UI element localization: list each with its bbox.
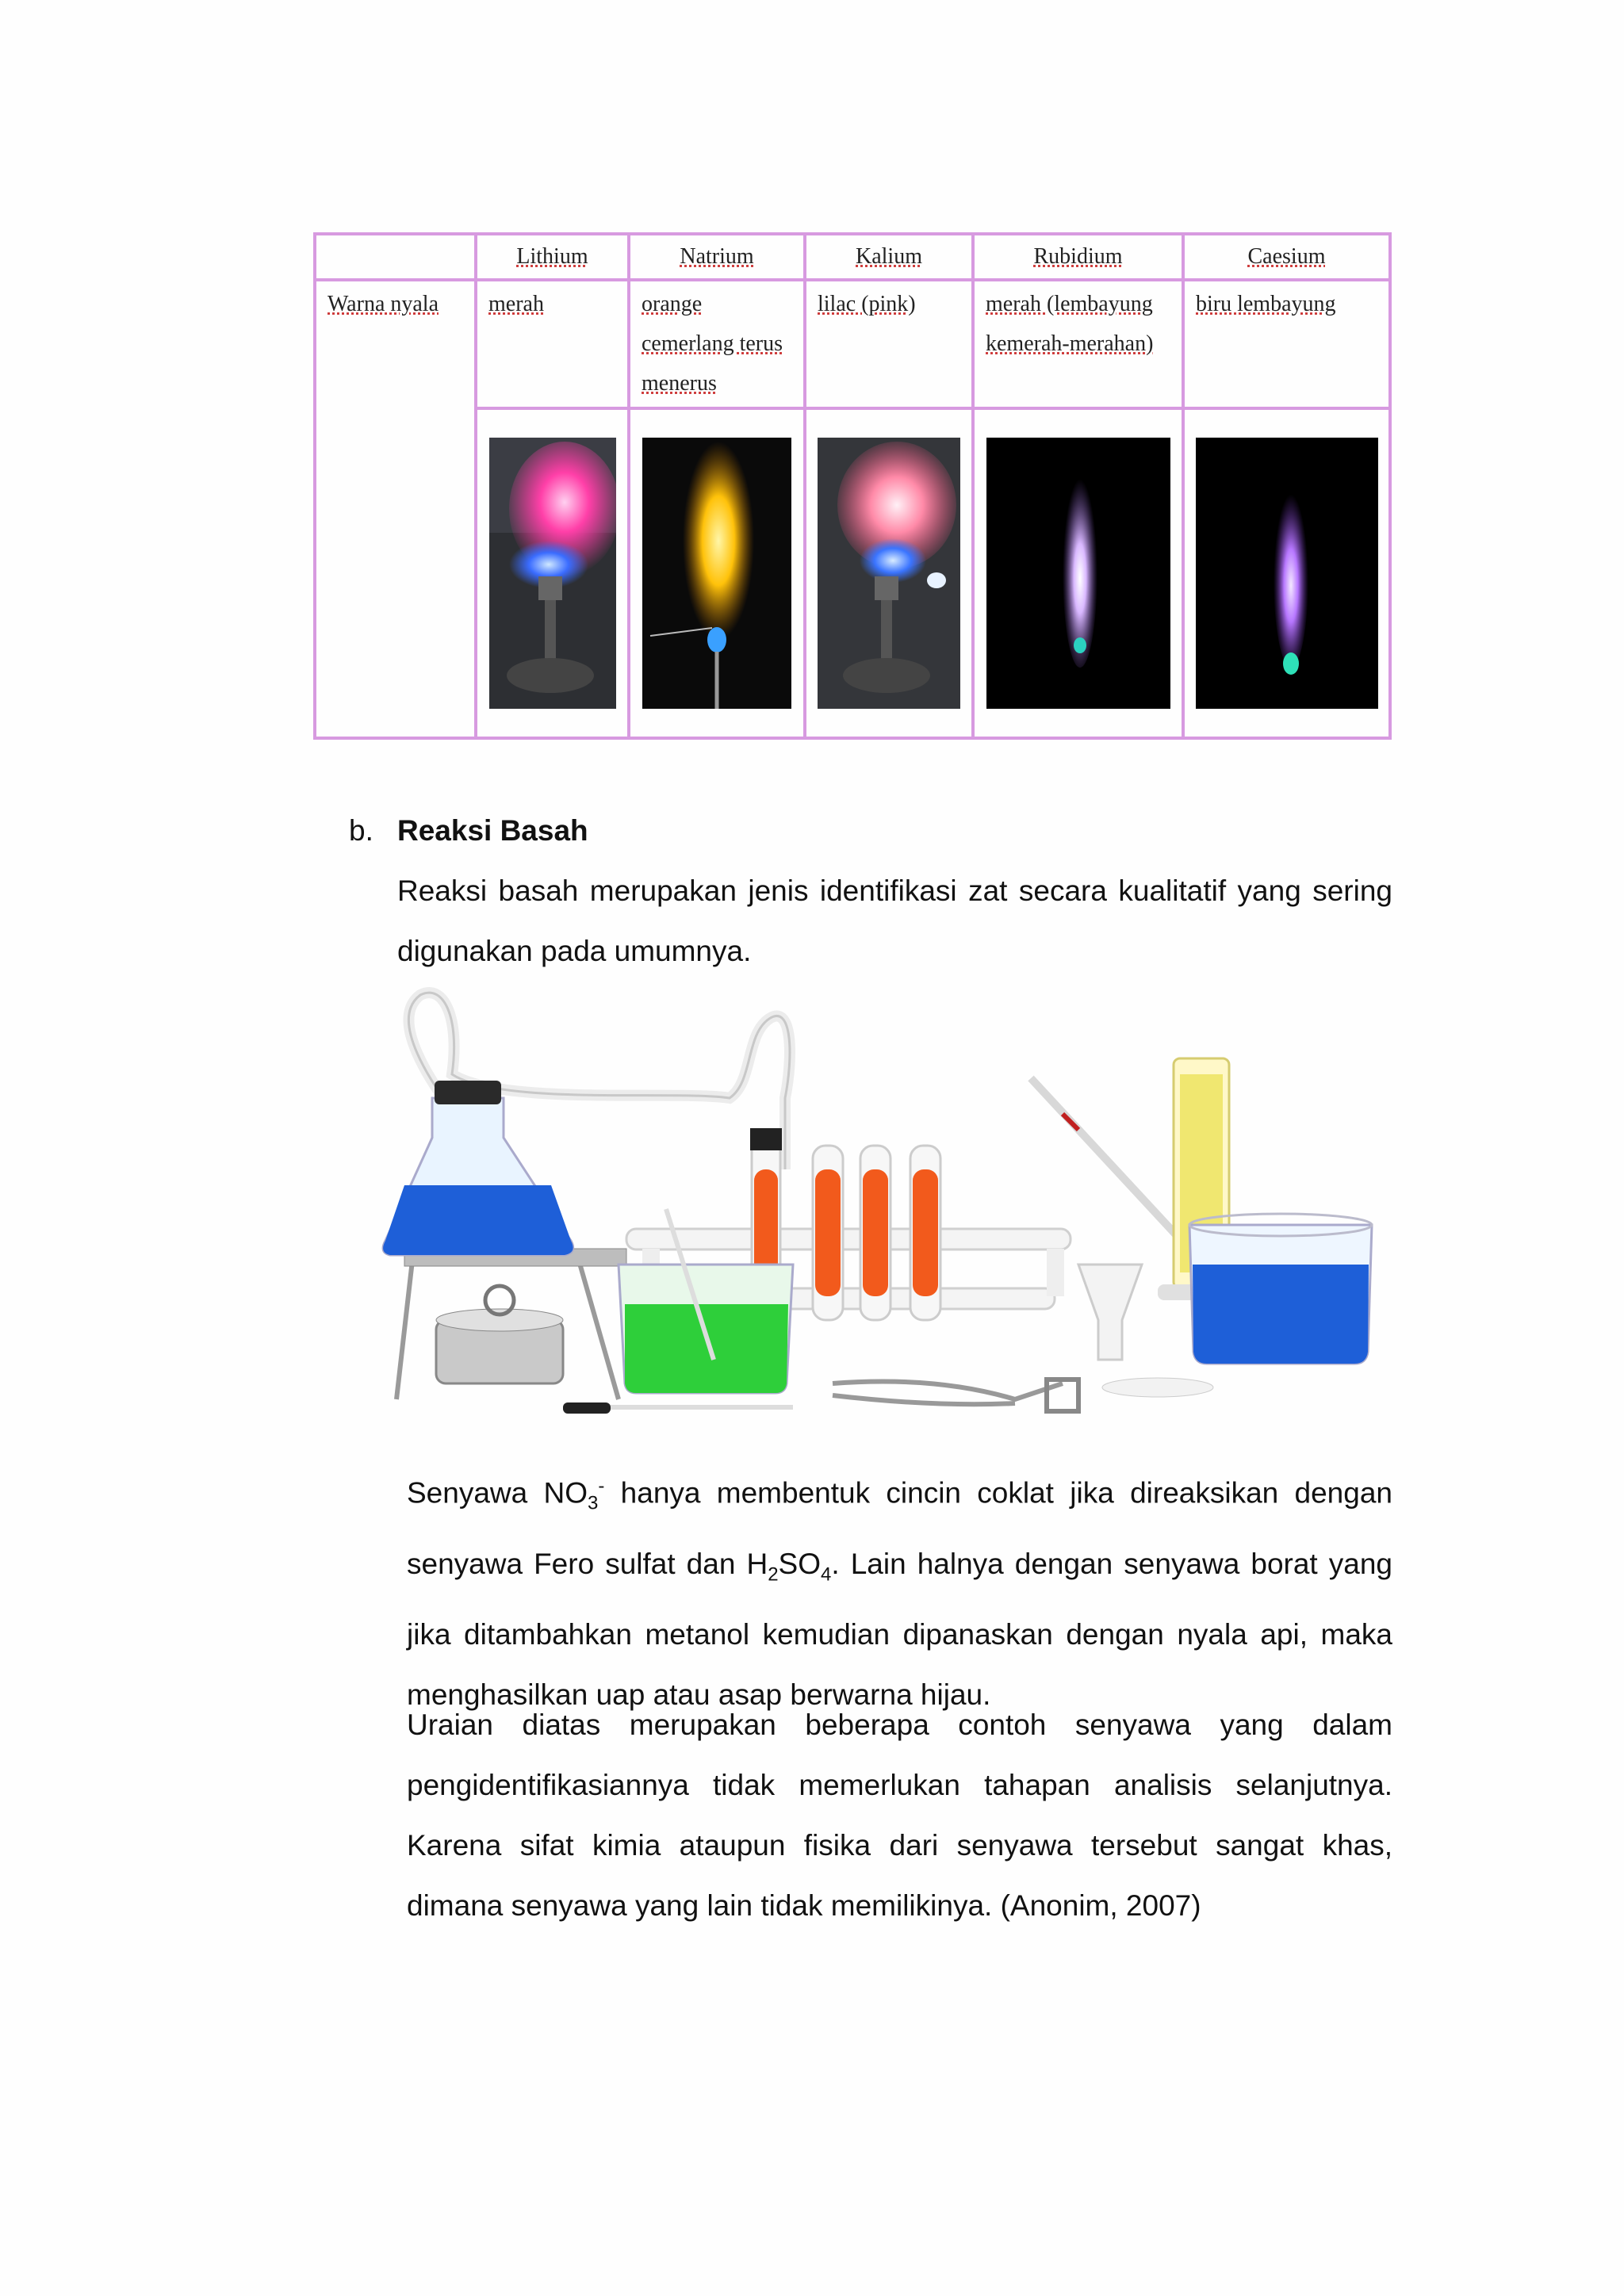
photo-cell xyxy=(805,408,973,738)
photo-cell xyxy=(476,408,629,738)
header-cell: Caesium xyxy=(1183,234,1390,280)
nitrate-borate-paragraph: Senyawa $NO_3^-$ hanya membentuk cincin coklat jika direaksikan dengan senyawa Fero sulfat dan $H_2SO_4$. Lain halnya dengan senyawa borat yang jika ditambahkan metanol kemudian dipanaskan dengan nyala api, maka menghasilkan uap atau asap berwarna hijau. xyxy=(407,1475,1392,1712)
header-cell: Lithium xyxy=(476,234,629,280)
section-heading: Reaksi Basah xyxy=(397,814,588,847)
section-intro-paragraph: Reaksi basah merupakan jenis identifikasi zat secara kualitatif yang sering digunakan pada umumnya. xyxy=(397,874,1392,967)
kalium-flame-photo xyxy=(818,438,960,709)
row-label-cell: Warna nyala xyxy=(315,280,476,738)
lithium-flame-photo xyxy=(489,438,616,709)
header-cell-empty xyxy=(315,234,476,280)
list-marker: b. xyxy=(349,814,373,847)
table-cell: merah (lembayung kemerah-merahan) xyxy=(973,280,1183,408)
photo-cell xyxy=(1183,408,1390,738)
header-cell: Natrium xyxy=(629,234,805,280)
table-row xyxy=(315,280,1390,408)
photo-cell xyxy=(973,408,1183,738)
natrium-flame-photo xyxy=(642,438,791,709)
conclusion-paragraph: Uraian diatas merupakan beberapa contoh senyawa yang dalam pengidentifikasiannya tidak memerlukan tahapan analisis selanjutnya. Karena sifat kimia ataupun fisika dari senyawa tersebut sangat khas, dimana senyawa yang lain tidak memilikinya. (Anonim, 2007) xyxy=(407,1709,1392,1922)
table-cell: orange cemerlang terus menerus xyxy=(629,280,805,408)
rubidium-flame-photo xyxy=(986,438,1170,709)
table-cell: merah xyxy=(476,280,629,408)
photo-cell xyxy=(629,408,805,738)
table-cell: lilac (pink) xyxy=(805,280,973,408)
flame-test-table xyxy=(313,232,1392,740)
header-cell: Kalium xyxy=(805,234,973,280)
caesium-flame-photo xyxy=(1196,438,1378,709)
lab-equipment-illustration xyxy=(381,987,1380,1447)
table-cell: biru lembayung xyxy=(1183,280,1390,408)
header-cell: Rubidium xyxy=(973,234,1183,280)
table-photo-row xyxy=(315,408,1390,738)
table-header-row xyxy=(315,234,1390,280)
